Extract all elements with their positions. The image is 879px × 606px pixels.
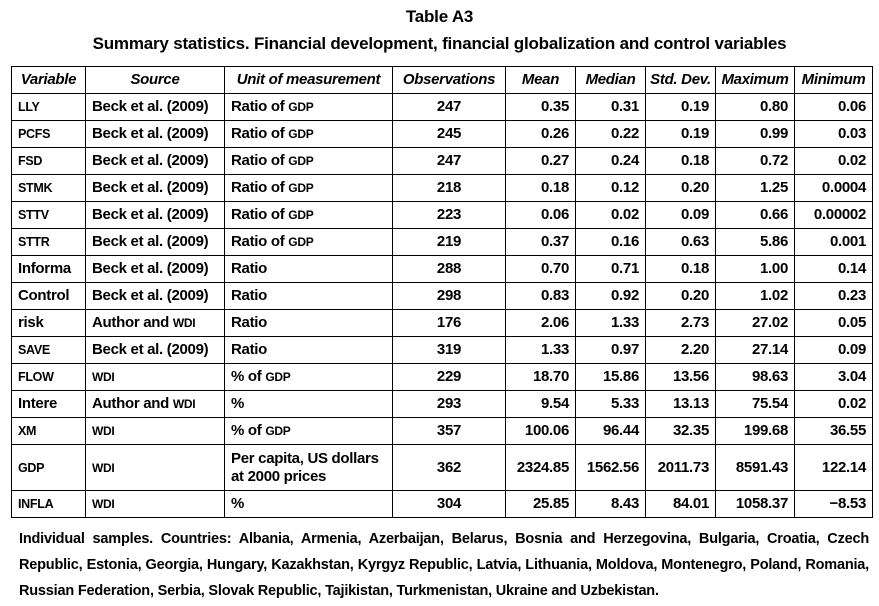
small-caps-acronym: WDI — [92, 370, 115, 384]
small-caps-acronym: WDI — [92, 497, 115, 511]
cell-maximum: 1.02 — [716, 283, 795, 310]
header-cell-maximum: Maximum — [716, 67, 795, 94]
variable-acronym: FLOW — [18, 370, 54, 384]
cell-maximum: 1.00 — [716, 256, 795, 283]
cell-minimum: 0.05 — [795, 310, 873, 337]
small-caps-acronym: GDP — [288, 127, 314, 141]
cell-median: 0.22 — [576, 121, 646, 148]
cell-observations: 293 — [393, 391, 506, 418]
cell-variable — [12, 418, 86, 445]
header-cell-observations: Observations — [393, 67, 506, 94]
cell-source — [86, 364, 225, 391]
cell-source: Beck et al. (2009) — [86, 94, 225, 121]
cell-minimum: 0.14 — [795, 256, 873, 283]
cell-source: Beck et al. (2009) — [86, 121, 225, 148]
cell-median: 96.44 — [576, 418, 646, 445]
cell-unit: % — [225, 391, 393, 418]
cell-variable: Informa — [12, 256, 86, 283]
cell-median: 1.33 — [576, 310, 646, 337]
table-row-xm — [12, 418, 873, 445]
cell-std_dev: 32.35 — [646, 418, 716, 445]
cell-mean: 0.83 — [506, 283, 576, 310]
cell-minimum: 0.23 — [795, 283, 873, 310]
cell-minimum: 0.03 — [795, 121, 873, 148]
cell-median: 5.33 — [576, 391, 646, 418]
cell-observations: 362 — [393, 445, 506, 491]
cell-std_dev: 13.56 — [646, 364, 716, 391]
cell-mean: 25.85 — [506, 491, 576, 518]
cell-variable: Intere — [12, 391, 86, 418]
cell-variable — [12, 445, 86, 491]
cell-median: 0.71 — [576, 256, 646, 283]
header-cell-std_dev: Std. Dev. — [646, 67, 716, 94]
header-cell-unit: Unit of measurement — [225, 67, 393, 94]
cell-median: 0.97 — [576, 337, 646, 364]
cell-std_dev: 13.13 — [646, 391, 716, 418]
small-caps-acronym: GDP — [288, 208, 314, 222]
table-header-row — [12, 67, 873, 94]
cell-maximum: 0.72 — [716, 148, 795, 175]
cell-median: 8.43 — [576, 491, 646, 518]
cell-minimum: −8.53 — [795, 491, 873, 518]
cell-observations: 288 — [393, 256, 506, 283]
cell-std_dev: 0.20 — [646, 175, 716, 202]
cell-unit: Ratio of GDP — [225, 121, 393, 148]
cell-std_dev: 2.20 — [646, 337, 716, 364]
variable-acronym: STMK — [18, 181, 53, 195]
cell-std_dev: 0.20 — [646, 283, 716, 310]
small-caps-acronym: WDI — [172, 397, 196, 411]
cell-observations: 247 — [393, 94, 506, 121]
cell-unit: Per capita, US dollars at 2000 prices — [225, 445, 393, 491]
cell-std_dev: 0.63 — [646, 229, 716, 256]
cell-unit: Ratio — [225, 256, 393, 283]
cell-variable — [12, 94, 86, 121]
cell-mean: 0.35 — [506, 94, 576, 121]
cell-mean: 2.06 — [506, 310, 576, 337]
variable-acronym: SAVE — [18, 343, 50, 357]
cell-maximum: 0.99 — [716, 121, 795, 148]
small-caps-acronym: WDI — [92, 460, 115, 475]
cell-unit: % — [225, 491, 393, 518]
variable-acronym: PCFS — [18, 127, 51, 141]
variable-acronym: STTR — [18, 235, 50, 249]
cell-std_dev: 0.19 — [646, 94, 716, 121]
table-row-save — [12, 337, 873, 364]
variable-acronym: XM — [18, 424, 37, 438]
variable-acronym: INFLA — [18, 497, 54, 511]
table-row-flow — [12, 364, 873, 391]
cell-median: 0.24 — [576, 148, 646, 175]
table-row-intere — [12, 391, 873, 418]
cell-unit: Ratio of GDP — [225, 229, 393, 256]
cell-observations: 229 — [393, 364, 506, 391]
cell-source: Author and WDI — [86, 310, 225, 337]
cell-minimum: 122.14 — [795, 445, 873, 491]
cell-minimum: 0.001 — [795, 229, 873, 256]
table-subtitle: Summary statistics. Financial development, financial globalization and control variables — [92, 34, 787, 53]
cell-mean: 0.26 — [506, 121, 576, 148]
cell-unit: Ratio of GDP — [225, 202, 393, 229]
table-row-risk — [12, 310, 873, 337]
cell-source — [86, 491, 225, 518]
cell-observations: 298 — [393, 283, 506, 310]
cell-std_dev: 0.18 — [646, 148, 716, 175]
cell-variable — [12, 337, 86, 364]
cell-unit: Ratio — [225, 337, 393, 364]
cell-minimum: 0.06 — [795, 94, 873, 121]
cell-mean: 0.06 — [506, 202, 576, 229]
cell-std_dev: 0.19 — [646, 121, 716, 148]
cell-variable: risk — [12, 310, 86, 337]
small-caps-acronym: GDP — [288, 100, 314, 114]
cell-mean: 0.27 — [506, 148, 576, 175]
cell-observations: 319 — [393, 337, 506, 364]
cell-minimum: 0.0004 — [795, 175, 873, 202]
cell-median: 15.86 — [576, 364, 646, 391]
cell-std_dev: 0.09 — [646, 202, 716, 229]
table-footnote: Individual samples. Countries: Albania, Armenia, Azerbaijan, Belarus, Bosnia and Herzegovina, Bulgaria, Croatia, Czech Republic, Estonia, Georgia, Hungary, Kazakhstan, Kyrgyz Republic, Latvia, Lithuania, Moldova, Montenegro, Poland, Romania, Russian Federation, Serbia, Slovak Republic, Tajikistan, Turkmenistan, Ukraine and Uzbekistan. — [19, 531, 869, 599]
table-row-sttr — [12, 229, 873, 256]
cell-source: Beck et al. (2009) — [86, 337, 225, 364]
cell-variable — [12, 364, 86, 391]
cell-maximum: 0.80 — [716, 94, 795, 121]
cell-median: 0.31 — [576, 94, 646, 121]
cell-variable: Control — [12, 283, 86, 310]
cell-unit: Ratio of GDP — [225, 148, 393, 175]
table-row-stmk — [12, 175, 873, 202]
cell-variable — [12, 175, 86, 202]
table-row-sttv — [12, 202, 873, 229]
cell-mean: 0.18 — [506, 175, 576, 202]
cell-source: Beck et al. (2009) — [86, 202, 225, 229]
cell-observations: 304 — [393, 491, 506, 518]
cell-maximum: 199.68 — [716, 418, 795, 445]
cell-variable — [12, 491, 86, 518]
cell-mean: 100.06 — [506, 418, 576, 445]
header-cell-minimum: Minimum — [795, 67, 873, 94]
variable-acronym: GDP — [18, 460, 45, 475]
cell-observations: 176 — [393, 310, 506, 337]
cell-source — [86, 418, 225, 445]
cell-mean: 1.33 — [506, 337, 576, 364]
cell-mean: 18.70 — [506, 364, 576, 391]
header-cell-mean: Mean — [506, 67, 576, 94]
cell-source: Beck et al. (2009) — [86, 229, 225, 256]
cell-variable — [12, 148, 86, 175]
cell-mean: 0.70 — [506, 256, 576, 283]
cell-mean: 0.37 — [506, 229, 576, 256]
cell-variable — [12, 202, 86, 229]
cell-std_dev: 2011.73 — [646, 445, 716, 491]
cell-source — [86, 445, 225, 491]
small-caps-acronym: WDI — [172, 316, 196, 330]
cell-variable — [12, 229, 86, 256]
variable-acronym: LLY — [18, 100, 40, 114]
small-caps-acronym: GDP — [288, 235, 314, 249]
cell-maximum: 98.63 — [716, 364, 795, 391]
variable-acronym: STTV — [18, 208, 49, 222]
table-row-lly — [12, 94, 873, 121]
cell-maximum: 27.02 — [716, 310, 795, 337]
cell-median: 0.92 — [576, 283, 646, 310]
cell-unit: Ratio — [225, 283, 393, 310]
cell-observations: 357 — [393, 418, 506, 445]
small-caps-acronym: GDP — [265, 370, 291, 384]
table-row-gdp — [12, 445, 873, 491]
cell-observations: 219 — [393, 229, 506, 256]
cell-mean: 2324.85 — [506, 445, 576, 491]
cell-mean: 9.54 — [506, 391, 576, 418]
small-caps-acronym: GDP — [288, 181, 314, 195]
header-cell-variable: Variable — [12, 67, 86, 94]
cell-observations: 245 — [393, 121, 506, 148]
cell-minimum: 0.02 — [795, 391, 873, 418]
cell-minimum: 0.09 — [795, 337, 873, 364]
cell-median: 0.16 — [576, 229, 646, 256]
small-caps-acronym: GDP — [265, 424, 291, 438]
cell-minimum: 3.04 — [795, 364, 873, 391]
cell-median: 0.02 — [576, 202, 646, 229]
cell-source: Beck et al. (2009) — [86, 175, 225, 202]
cell-source: Beck et al. (2009) — [86, 256, 225, 283]
cell-minimum: 0.00002 — [795, 202, 873, 229]
cell-std_dev: 84.01 — [646, 491, 716, 518]
cell-std_dev: 0.18 — [646, 256, 716, 283]
cell-unit: % of GDP — [225, 364, 393, 391]
cell-median: 1562.56 — [576, 445, 646, 491]
small-caps-acronym: WDI — [92, 424, 115, 438]
table-row-fsd — [12, 148, 873, 175]
cell-maximum: 5.86 — [716, 229, 795, 256]
cell-unit: Ratio of GDP — [225, 175, 393, 202]
cell-variable — [12, 121, 86, 148]
cell-source: Author and WDI — [86, 391, 225, 418]
cell-maximum: 1.25 — [716, 175, 795, 202]
cell-source: Beck et al. (2009) — [86, 148, 225, 175]
table-row-control — [12, 283, 873, 310]
header-cell-source: Source — [86, 67, 225, 94]
table-title: Table A3 — [405, 7, 474, 26]
cell-minimum: 36.55 — [795, 418, 873, 445]
cell-maximum: 8591.43 — [716, 445, 795, 491]
table-row-informa — [12, 256, 873, 283]
cell-source: Beck et al. (2009) — [86, 283, 225, 310]
header-cell-median: Median — [576, 67, 646, 94]
cell-std_dev: 2.73 — [646, 310, 716, 337]
cell-maximum: 75.54 — [716, 391, 795, 418]
cell-unit: % of GDP — [225, 418, 393, 445]
cell-observations: 218 — [393, 175, 506, 202]
small-caps-acronym: GDP — [288, 154, 314, 168]
cell-minimum: 0.02 — [795, 148, 873, 175]
variable-acronym: FSD — [18, 154, 43, 168]
cell-maximum: 27.14 — [716, 337, 795, 364]
cell-unit: Ratio of GDP — [225, 94, 393, 121]
cell-observations: 223 — [393, 202, 506, 229]
table-row-infla — [12, 491, 873, 518]
summary-statistics-table — [11, 66, 873, 518]
cell-observations: 247 — [393, 148, 506, 175]
cell-unit: Ratio — [225, 310, 393, 337]
cell-maximum: 1058.37 — [716, 491, 795, 518]
cell-median: 0.12 — [576, 175, 646, 202]
cell-maximum: 0.66 — [716, 202, 795, 229]
table-row-pcfs — [12, 121, 873, 148]
